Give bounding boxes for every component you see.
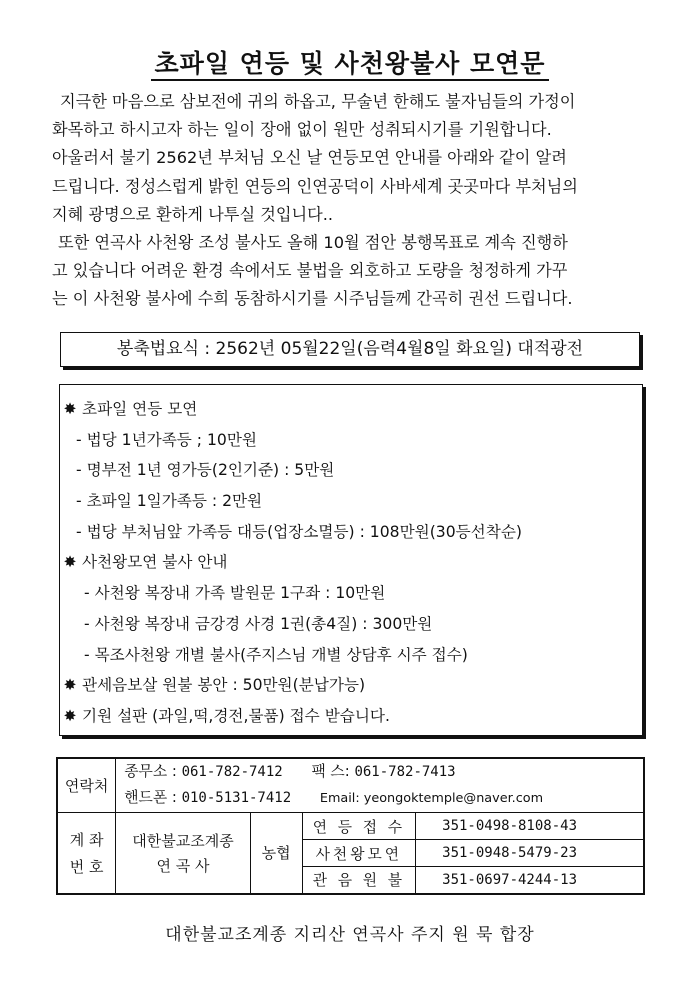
star-bullet-icon: ✸ xyxy=(63,400,77,418)
list-item: - 초파일 1일가족등 : 2만원 xyxy=(76,492,263,511)
account-purpose: 사천왕모연 xyxy=(302,840,416,867)
signature-line: 대한불교조계종 지리산 연곡사 주지 원 묵 합장 xyxy=(165,925,535,945)
office-label: 종무소 : xyxy=(124,763,177,780)
mobile-number: 010-5131-7412 xyxy=(181,790,292,806)
account-holder-line2: 연 곡 사 xyxy=(156,856,210,875)
account-number: 351-0498-8108-43 xyxy=(416,813,644,840)
service-info-box: 봉축법요식 : 2562년 05월22일(음력4월8일 화요일) 대적광전 xyxy=(60,332,640,367)
intro-line: 지혜 광명으로 환하게 나투실 것입니다.. xyxy=(52,204,334,224)
intro-line: 드립니다. 정성스럽게 밝힌 연등의 인연공덕이 사바세계 곳곳마다 부처님의 xyxy=(52,176,578,196)
account-purpose: 연 등 접 수 xyxy=(302,813,416,840)
fax-label: 팩 스: xyxy=(311,763,350,780)
office-phone: 061-782-7412 xyxy=(181,764,283,780)
intro-line: 지극한 마음으로 삼보전에 귀의 하옵고, 무술년 한해도 불자님들의 가정이 xyxy=(60,92,576,111)
document-title-text: 초파일 연등 및 사천왕불사 모연문 xyxy=(151,49,550,81)
email-address: Email: yeongoktemple@naver.com xyxy=(319,791,544,806)
section-header-heavenly-kings xyxy=(60,547,642,578)
intro-line: 화목하고 하시고자 하는 일이 장애 없이 원만 성취되시기를 기원합니다. xyxy=(52,120,552,140)
mobile-line xyxy=(124,785,643,812)
account-label-line1: 계 좌 xyxy=(69,830,104,849)
offerings-box xyxy=(59,384,643,736)
intro-paragraph xyxy=(52,88,672,314)
account-holder-line1: 대한불교조계종 xyxy=(132,831,234,850)
intro-line: 는 이 사천왕 불사에 수희 동참하시기를 시주님들께 간곡히 권선 드립니다. xyxy=(52,289,573,309)
heavenly-title: 사천왕모연 불사 안내 xyxy=(82,553,228,572)
contact-table xyxy=(56,757,645,895)
lantern-title: 초파일 연등 모연 xyxy=(82,400,198,418)
document-title xyxy=(0,44,700,80)
account-holder xyxy=(116,813,250,894)
star-bullet-icon: ✸ xyxy=(63,706,77,725)
account-number: 351-0697-4244-13 xyxy=(416,867,644,894)
list-item: - 명부전 1년 영가등(2인기준) : 5만원 xyxy=(76,461,335,480)
list-item: - 법당 1년가족등 ; 10만원 xyxy=(76,430,257,449)
contact-details xyxy=(116,758,644,813)
intro-line: 또한 연곡사 사천왕 조성 불사도 올해 10월 점안 봉행목표로 계속 진행하 xyxy=(58,233,568,253)
account-row xyxy=(57,813,644,840)
list-item: - 사천왕 복장내 가족 발원문 1구좌 : 10만원 xyxy=(84,584,386,603)
avalokitesvara-text: 관세음보살 원불 봉안 : 50만원(분납가능) xyxy=(82,676,366,695)
section-header-lantern xyxy=(60,394,642,425)
fax-number: 061-782-7413 xyxy=(354,764,456,780)
bank-name: 농협 xyxy=(250,813,302,894)
phone-line xyxy=(124,759,643,785)
section-header-avalokitesvara xyxy=(60,670,642,701)
star-bullet-icon: ✸ xyxy=(63,676,77,695)
intro-line: 고 있습니다 어려운 환경 속에서도 불법을 외호하고 도량을 청정하게 가꾸 xyxy=(52,261,568,281)
account-purpose: 관 음 원 불 xyxy=(302,867,416,894)
prayer-text: 기원 설판 (과일,떡,경전,물품) 접수 받습니다. xyxy=(82,706,390,725)
list-item: - 법당 부처님앞 가족등 대등(업장소멸등) : 108만원(30등선착순) xyxy=(76,522,522,541)
mobile-label: 핸드폰 : xyxy=(124,789,177,806)
account-number: 351-0948-5479-23 xyxy=(416,840,644,867)
section-header-prayer xyxy=(60,701,642,732)
account-label xyxy=(57,813,116,894)
intro-line: 아울러서 불기 2562년 부처님 오신 날 연등모연 안내를 아래와 같이 알려 xyxy=(52,148,567,168)
contact-label: 연락처 xyxy=(57,758,116,813)
account-label-line2: 번 호 xyxy=(69,857,104,876)
contact-row xyxy=(57,758,644,813)
list-item: - 목조사천왕 개별 불사(주지스님 개별 상담후 시주 접수) xyxy=(84,645,468,664)
list-item: - 사천왕 복장내 금강경 사경 1권(총4질) : 300만원 xyxy=(84,614,433,633)
star-bullet-icon: ✸ xyxy=(63,553,77,572)
